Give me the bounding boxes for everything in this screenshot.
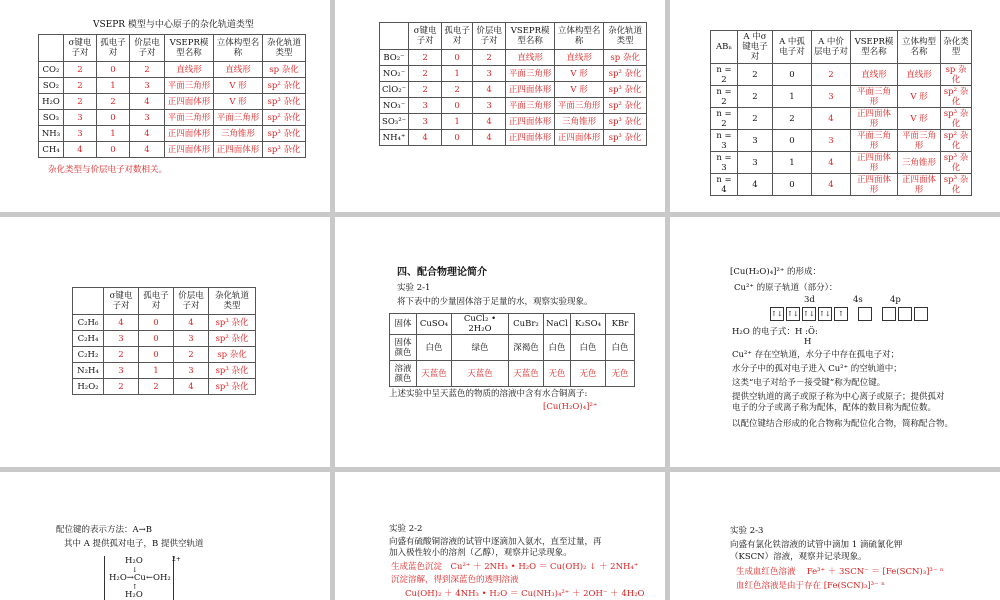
abn-table	[710, 30, 972, 196]
table-cell: sp³ 杂化	[604, 114, 647, 130]
table-cell: 固体	[390, 314, 417, 335]
table-cell: 4	[104, 315, 139, 331]
note-text: 杂化类型与价层电子对数相关。	[48, 165, 168, 175]
table-cell: 正四面体形	[898, 174, 941, 196]
table-cell: 1	[97, 78, 130, 94]
table-cell: 2	[64, 94, 97, 110]
table-header-cell: ABₙ	[711, 31, 738, 64]
table-cell: N₂H₄	[73, 363, 104, 379]
table-cell: 3	[473, 66, 506, 82]
table-cell: CuSO₄	[417, 314, 452, 335]
orbital-label-4s: 4s	[853, 295, 863, 305]
table-header-cell: 杂化类型	[941, 31, 972, 64]
table-cell: 白色	[544, 335, 571, 361]
table-cell: 直线形	[165, 62, 214, 78]
table-header-cell: 杂化轨道类型	[604, 23, 647, 50]
table-cell: 直线形	[214, 62, 263, 78]
table-cell: 4	[473, 130, 506, 146]
table-header-cell: VSEPR模型名称	[506, 23, 555, 50]
table-cell: 白色	[571, 335, 606, 361]
table-cell: 2	[104, 379, 139, 395]
table-cell: sp³ 杂化	[941, 108, 972, 130]
table-cell: NO₂⁻	[380, 66, 409, 82]
table-cell: 三角锥形	[555, 114, 604, 130]
table-row	[711, 64, 972, 86]
table-cell: sp³ 杂化	[209, 363, 256, 379]
text-line: 加入极性较小的溶剂（乙醇），观察并记录现象。	[389, 548, 572, 558]
table-cell: 4	[64, 142, 97, 158]
table-cell: 4	[130, 94, 165, 110]
table-row	[711, 152, 972, 174]
table-header-cell: A 中价层电子对	[812, 31, 851, 64]
table-row	[711, 174, 972, 196]
table-cell: 2	[773, 108, 812, 130]
table-cell: 0	[139, 347, 174, 363]
text-line: 向盛有硫酸铜溶液的试管中逐滴加入氨水，直至过量，再	[389, 537, 602, 547]
charge-label: 2+	[172, 556, 181, 563]
table-cell: V 形	[555, 66, 604, 82]
table-header-row	[380, 23, 647, 50]
text-line: 提供空轨道的离子或原子称为中心离子或原子；提供孤对	[732, 392, 945, 402]
table-cell: sp³ 杂化	[941, 174, 972, 196]
text-line: 其中 A 提供孤对电子，B 提供空轨道	[64, 539, 204, 549]
text-line: 向盛有氯化铁溶液的试管中滴加 1 滴硫氰化钾	[730, 540, 903, 550]
table-cell: 2	[139, 379, 174, 395]
table-cell: sp² 杂化	[209, 331, 256, 347]
table-cell: C₂H₄	[73, 331, 104, 347]
table-cell: 固体颜色	[390, 335, 417, 361]
answer-text: [Cu(H₂O)₄]²⁺	[543, 402, 598, 412]
table-cell: V 形	[898, 108, 941, 130]
dissolution-table	[389, 313, 635, 387]
table-cell: sp 杂化	[263, 62, 306, 78]
table-cell: sp³ 杂化	[604, 130, 647, 146]
text-line: 配位键的表示方法：A→B	[56, 525, 153, 535]
table-cell: 3	[64, 126, 97, 142]
table-cell: 2	[738, 64, 773, 86]
table-cell: 平面三角形	[851, 130, 898, 152]
table-header-cell: 杂化轨道类型	[263, 35, 306, 62]
table-cell: 4	[174, 379, 209, 395]
table-cell: sp³ 杂化	[209, 315, 256, 331]
table-cell: 0	[442, 130, 473, 146]
table-cell: 3	[64, 110, 97, 126]
reaction-line: 生成蓝色沉淀 Cu²⁺ ＋ 2NH₃ • H₂O ＝ Cu(OH)₂ ↓ ＋ 2NH₄⁺	[391, 562, 639, 572]
table-cell: 3	[738, 152, 773, 174]
text-line: 以配位键结合形成的化合物称为配位化合物，简称配合物。	[732, 419, 954, 429]
table-cell: 白色	[606, 335, 635, 361]
table-header-cell: σ键电子对	[64, 35, 97, 62]
table-row	[380, 130, 647, 146]
orbital-box: ↑↓	[802, 307, 816, 321]
slide-coordination-intro[interactable]	[335, 217, 665, 467]
table-header-cell: A 中σ键电子对	[738, 31, 773, 64]
table-cell: NH₃	[39, 126, 64, 142]
table-cell: 4	[473, 114, 506, 130]
table-cell: 正四面体形	[214, 142, 263, 158]
table-cell: sp 杂化	[209, 347, 256, 363]
slide-bond-notation[interactable]	[0, 472, 330, 600]
table-cell: 1	[97, 126, 130, 142]
table-cell: sp³ 杂化	[263, 94, 306, 110]
arrow-up-icon: ↑	[132, 583, 138, 591]
table-cell: sp³ 杂化	[263, 126, 306, 142]
table-cell: 2	[409, 50, 442, 66]
orbital-box: ↑↓	[818, 307, 832, 321]
table-row	[39, 126, 306, 142]
slide-vsepr-molecules[interactable]	[0, 0, 330, 212]
table-cell: KBr	[606, 314, 635, 335]
table-cell: 2	[812, 64, 851, 86]
table-cell: 2	[409, 82, 442, 98]
table-row	[73, 315, 256, 331]
water-electron-formula: H₂O 的电子式：H :Ö:	[732, 327, 818, 337]
table-cell: 无色	[544, 361, 571, 387]
table-row	[711, 108, 972, 130]
slide-vsepr-ions[interactable]	[335, 0, 665, 212]
table-cell: 平面三角形	[165, 110, 214, 126]
table-cell: 正四面体形	[506, 82, 555, 98]
table-cell: sp² 杂化	[604, 98, 647, 114]
ligand-top: H₂O	[125, 556, 143, 566]
table-cell: sp² 杂化	[604, 66, 647, 82]
slide-experiment-2-2[interactable]	[335, 472, 665, 600]
table-cell: 平面三角形	[214, 110, 263, 126]
table-cell: 3	[738, 130, 773, 152]
table-cell: 0	[139, 331, 174, 347]
table-cell: 4	[409, 130, 442, 146]
table-cell: V 形	[555, 82, 604, 98]
table-header-cell: σ键电子对	[409, 23, 442, 50]
table-cell: 3	[104, 363, 139, 379]
table-cell: sp² 杂化	[941, 130, 972, 152]
table-cell: 0	[97, 62, 130, 78]
table-row	[380, 50, 647, 66]
table-row	[711, 130, 972, 152]
table-row	[390, 361, 635, 387]
table-row	[380, 66, 647, 82]
table-cell: NH₄⁺	[380, 130, 409, 146]
table-cell: 0	[139, 315, 174, 331]
table-cell: n = 2	[711, 86, 738, 108]
table-row	[39, 110, 306, 126]
table-cell: K₂SO₄	[571, 314, 606, 335]
orbital-box-empty	[858, 307, 872, 321]
table-cell: 4	[812, 174, 851, 196]
table-header-cell: VSEPR模型名称	[165, 35, 214, 62]
table-cell: sp³ 杂化	[209, 379, 256, 395]
section-title: 四、配合物理论简介	[397, 267, 487, 278]
table-cell: 3	[130, 110, 165, 126]
text-line: （KSCN）溶液，观察并记录现象。	[730, 552, 867, 562]
experiment-label: 实验 2-1	[397, 283, 431, 293]
table-header-cell: 孤电子对	[139, 288, 174, 315]
table-cell: 天蓝色	[452, 361, 509, 387]
table-cell: V 形	[898, 86, 941, 108]
ion-hybridization-table	[379, 22, 647, 146]
complex-structure	[104, 556, 174, 600]
table-cell: 正四面体形	[851, 108, 898, 130]
table-cell: H₂O₂	[73, 379, 104, 395]
table-cell: sp² 杂化	[263, 110, 306, 126]
table-cell: 正四面体形	[165, 126, 214, 142]
table-cell: 3	[473, 98, 506, 114]
table-cell: 2	[64, 78, 97, 94]
table-cell: 正四面体形	[165, 94, 214, 110]
table-cell: 4	[812, 108, 851, 130]
arrow-down-icon: ↓	[132, 566, 138, 574]
table-cell: NaCl	[544, 314, 571, 335]
table-cell: 0	[97, 142, 130, 158]
table-cell: 天蓝色	[417, 361, 452, 387]
reaction-line: 沉淀溶解，得到深蓝色的透明溶液	[391, 575, 519, 585]
slide-coordinate-bond[interactable]	[670, 217, 1000, 467]
table-cell: 0	[97, 110, 130, 126]
table-header-cell: A 中孤电子对	[773, 31, 812, 64]
table-header-cell: σ键电子对	[104, 288, 139, 315]
table-cell: sp 杂化	[604, 50, 647, 66]
table-cell: 2	[64, 62, 97, 78]
ligand-row: H₂O→Cu←OH₂	[109, 573, 171, 583]
table-cell: 直线形	[555, 50, 604, 66]
table-cell: 溶液颜色	[390, 361, 417, 387]
table-cell: sp² 杂化	[941, 86, 972, 108]
table-cell: 4	[130, 126, 165, 142]
table-cell: CuBr₂	[509, 314, 544, 335]
orbital-box-empty	[914, 307, 928, 321]
orbital-label-4p: 4p	[890, 295, 901, 305]
table-row	[73, 331, 256, 347]
ligand-bottom: H₂O	[125, 590, 143, 600]
orbital-box-empty	[882, 307, 896, 321]
table-cell: 0	[773, 174, 812, 196]
table-cell: sp³ 杂化	[263, 142, 306, 158]
slide-organic-hybridization[interactable]	[0, 217, 330, 467]
table-row	[39, 142, 306, 158]
table-cell: 1	[773, 152, 812, 174]
table-header-cell	[380, 23, 409, 50]
table-cell: SO₂	[39, 78, 64, 94]
table-cell: 平面三角形	[555, 98, 604, 114]
table-cell: sp² 杂化	[263, 78, 306, 94]
table-row	[73, 363, 256, 379]
table-row	[73, 379, 256, 395]
reaction-line: Cu(OH)₂ ＋ 4NH₃ • H₂O ＝ Cu(NH₃)₄²⁺ ＋ 2OH⁻ ＋ 4H₂O	[405, 589, 645, 599]
table-cell: 1	[442, 66, 473, 82]
table-cell: 1	[773, 86, 812, 108]
table-cell: ClO₂⁻	[380, 82, 409, 98]
table-cell: 1	[442, 114, 473, 130]
table-cell: 0	[442, 50, 473, 66]
table-row	[380, 82, 647, 98]
table-header-row	[711, 31, 972, 64]
table-cell: 2	[97, 94, 130, 110]
slide-title: VSEPR 模型与中心原子的杂化轨道类型	[93, 20, 254, 30]
table-cell: 3	[174, 363, 209, 379]
instruction-text: 将下表中的少量固体溶于足量的水，观察实验现象。	[397, 297, 593, 307]
table-cell: 3	[812, 86, 851, 108]
table-header-cell: 价层电子对	[473, 23, 506, 50]
table-cell: sp³ 杂化	[604, 82, 647, 98]
table-cell: 正四面体形	[506, 130, 555, 146]
table-cell: 0	[773, 64, 812, 86]
table-header-cell: 价层电子对	[130, 35, 165, 62]
table-cell: 2	[473, 50, 506, 66]
table-cell: CH₄	[39, 142, 64, 158]
orbital-box: ↑↓	[770, 307, 784, 321]
table-cell: 平面三角形	[851, 86, 898, 108]
table-cell: 4	[738, 174, 773, 196]
table-cell: n = 2	[711, 108, 738, 130]
table-cell: 4	[174, 315, 209, 331]
table-cell: 1	[139, 363, 174, 379]
table-cell: 绿色	[452, 335, 509, 361]
organic-table	[72, 287, 256, 395]
text-line: [Cu(H₂O)₄]²⁺ 的形成：	[730, 267, 822, 277]
table-cell: 4	[473, 82, 506, 98]
experiment-label: 实验 2-3	[730, 526, 764, 536]
table-cell: 3	[409, 114, 442, 130]
table-cell: 无色	[606, 361, 635, 387]
table-cell: n = 4	[711, 174, 738, 196]
table-cell: 正四面体形	[506, 114, 555, 130]
hybridization-table	[38, 34, 306, 158]
table-cell: 天蓝色	[509, 361, 544, 387]
table-cell: 3	[104, 331, 139, 347]
table-header-cell: 孤电子对	[97, 35, 130, 62]
table-cell: 直线形	[506, 50, 555, 66]
table-cell: 2	[738, 86, 773, 108]
table-row	[390, 314, 635, 335]
table-row	[380, 114, 647, 130]
table-cell: n = 3	[711, 130, 738, 152]
table-header-cell: 孤电子对	[442, 23, 473, 50]
table-row	[390, 335, 635, 361]
slide-experiment-2-3[interactable]	[670, 472, 1000, 600]
table-cell: 正四面体形	[555, 130, 604, 146]
table-cell: CuCl₂ • 2H₂O	[452, 314, 509, 335]
table-cell: NO₃⁻	[380, 98, 409, 114]
table-cell: C₂H₂	[73, 347, 104, 363]
experiment-label: 实验 2-2	[389, 524, 423, 534]
table-header-cell	[39, 35, 64, 62]
table-header-cell: 价层电子对	[174, 288, 209, 315]
table-cell: 无色	[571, 361, 606, 387]
slide-abn-summary[interactable]	[670, 0, 1000, 212]
table-cell: 3	[812, 130, 851, 152]
table-row	[39, 78, 306, 94]
table-row	[39, 62, 306, 78]
table-cell: sp 杂化	[941, 64, 972, 86]
table-cell: 3	[409, 98, 442, 114]
table-cell: 正四面体形	[165, 142, 214, 158]
orbital-diagram	[770, 307, 928, 321]
table-row	[711, 86, 972, 108]
table-header-cell: 立体构型名称	[214, 35, 263, 62]
reaction-line: 血红色溶液是由于存在 [Fe(SCN)₃]³⁻ ⁿ	[736, 581, 885, 591]
orbital-box: ↑	[834, 307, 848, 321]
text-line: 电子的分子或离子称为配体，配体的数目称为配位数。	[732, 403, 937, 413]
table-cell: CO₂	[39, 62, 64, 78]
table-cell: V 形	[214, 94, 263, 110]
table-cell: 2	[174, 347, 209, 363]
table-cell: SO₃	[39, 110, 64, 126]
table-cell: n = 3	[711, 152, 738, 174]
table-cell: 深褐色	[509, 335, 544, 361]
table-header-cell: 杂化轨道类型	[209, 288, 256, 315]
orbital-box: ↑↓	[786, 307, 800, 321]
text-line: 水分子中的孤对电子进入 Cu²⁺ 的空轨道中；	[732, 364, 902, 374]
table-cell: 三角锥形	[214, 126, 263, 142]
table-header-row	[39, 35, 306, 62]
table-cell: H₂O	[39, 94, 64, 110]
table-cell: 2	[104, 347, 139, 363]
table-cell: 4	[812, 152, 851, 174]
table-cell: 直线形	[898, 64, 941, 86]
orbital-label-3d: 3d	[804, 295, 815, 305]
table-cell: 白色	[417, 335, 452, 361]
table-cell: 平面三角形	[165, 78, 214, 94]
table-cell: 2	[130, 62, 165, 78]
table-cell: BO₂⁻	[380, 50, 409, 66]
table-header-cell	[73, 288, 104, 315]
table-header-cell: 立体构型名称	[555, 23, 604, 50]
table-cell: 正四面体形	[851, 174, 898, 196]
question-text: 上述实验中呈天蓝色的物质的溶液中含有水合铜离子:	[389, 389, 588, 399]
water-electron-formula-h: H	[804, 337, 812, 347]
table-cell: SO₃²⁻	[380, 114, 409, 130]
table-cell: sp³ 杂化	[941, 152, 972, 174]
table-cell: 0	[773, 130, 812, 152]
table-header-cell: 立体构型名称	[898, 31, 941, 64]
table-cell: 2	[442, 82, 473, 98]
table-row	[39, 94, 306, 110]
table-cell: n = 2	[711, 64, 738, 86]
table-row	[380, 98, 647, 114]
table-cell: 平面三角形	[506, 66, 555, 82]
table-cell: V 形	[214, 78, 263, 94]
table-header-cell: VSEPR模型名称	[851, 31, 898, 64]
text-line: 这类“电子对给予－接受键”称为配位键。	[732, 378, 886, 388]
table-cell: 3	[174, 331, 209, 347]
table-cell: 三角锥形	[898, 152, 941, 174]
text-line: Cu²⁺ 的原子轨道（部分）：	[734, 283, 838, 293]
table-cell: 正四面体形	[851, 152, 898, 174]
table-row	[73, 347, 256, 363]
table-cell: 平面三角形	[506, 98, 555, 114]
orbital-box-empty	[898, 307, 912, 321]
text-line: Cu²⁺ 存在空轨道，水分子中存在孤电子对；	[732, 350, 900, 360]
table-cell: 3	[130, 78, 165, 94]
table-cell: C₂H₆	[73, 315, 104, 331]
table-cell: 4	[130, 142, 165, 158]
table-cell: 直线形	[851, 64, 898, 86]
reaction-line: 生成血红色溶液 Fe³⁺ ＋ 3SCN⁻ ＝ [Fe(SCN)₃]³⁻ ⁿ	[736, 567, 944, 577]
table-cell: 平面三角形	[898, 130, 941, 152]
table-header-row	[73, 288, 256, 315]
table-cell: 2	[738, 108, 773, 130]
table-cell: 0	[442, 98, 473, 114]
table-cell: 2	[409, 66, 442, 82]
